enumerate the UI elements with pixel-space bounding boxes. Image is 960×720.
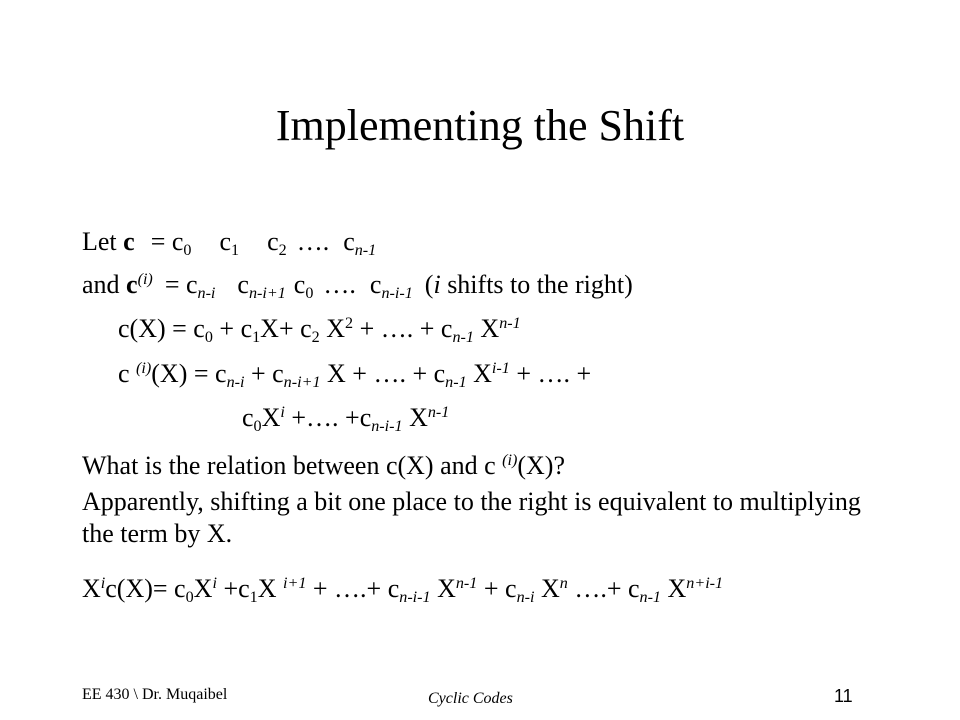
page-number: 11 (834, 686, 853, 706)
polynomial-ci-line: c $^{(i)}(X) = c_{n-i} + c_{n-i+1}$ X + …. + $c_{n-1}$ $X^{i-1}$ + …. + (118, 359, 592, 391)
footer-topic: Cyclic Codes (428, 690, 513, 707)
explanation-paragraph: Apparently, shifting a bit one place to the right is equivalent to multiplying the term by X. (82, 487, 861, 548)
slide-title: Implementing the Shift (275, 101, 685, 150)
definition-ci-line: and $c^{(i)} = c_{n-i}$ $c_{n-i+1}$ $c_0$ …. $c_{n-i-1}$ (i shifts to the right) (82, 270, 633, 302)
question-line: What is the relation between c(X) and c $^{(i)}$(X)? (82, 451, 566, 480)
definition-c-line: Let $c = c_0$ $c_1$ $c_2$ …. $c_{n-1}$ (82, 227, 377, 259)
polynomial-ci-continuation: $c_0X^i$ +…. $+c_{n-i-1}$ $X^{n-1}$ (242, 403, 450, 435)
footer-author: EE 430 \ Dr. Muqaibel (82, 686, 228, 703)
polynomial-c-line: $c(X) = c_0 + c_1X+ c_2$ $X^2$ + …. + $c_{n-1}$ $X^{n-1}$ (118, 314, 521, 346)
shifted-polynomial-line: $X^ic(X)= c_0X^i +c_1X$ $^{i+1}$ + ….+ $c_{n-i-1}$ $X^{n-1} + c_{n-i}$ $X^n$ ….+ $c_{n-1}$ $X^{n+i-1}$ (82, 574, 724, 606)
